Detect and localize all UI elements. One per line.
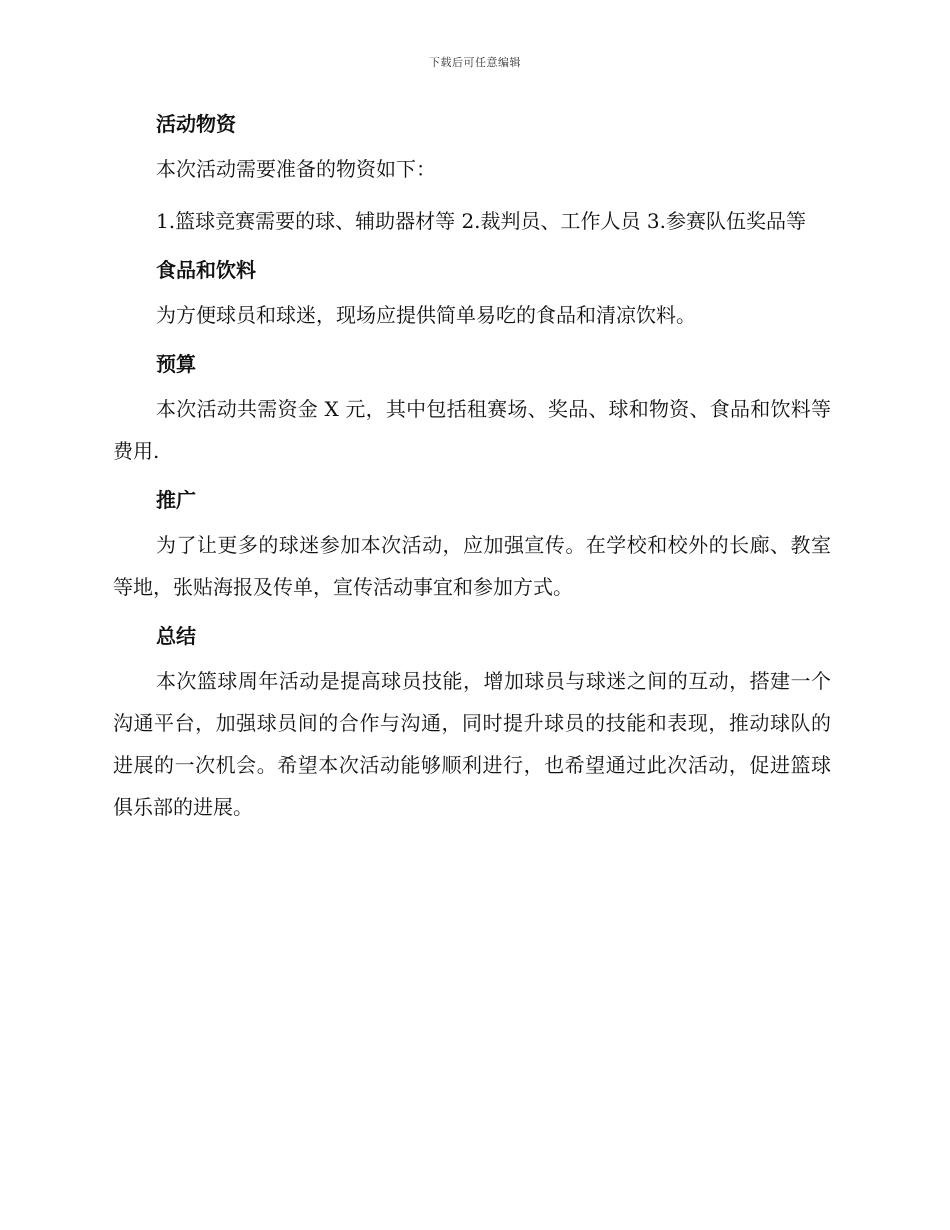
section-heading: 食品和饮料: [156, 258, 256, 282]
paragraph: 本次篮球周年活动是提高球员技能，增加球员与球迷之间的互动，搭建一个沟通平台，加强球员间的合作与沟通，同时提升球员的技能和表现，推动球队的进展的一次机会。希望本次活动能够顺利进行，也希望通过此次活动，促进篮球俱乐部的进展。: [113, 669, 831, 819]
section-food-drinks: [113, 254, 831, 336]
section-materials: [113, 108, 831, 242]
section-budget: [113, 348, 831, 472]
paragraph: 为了让更多的球迷参加本次活动，应加强宣传。在学校和校外的长廊、教室等地，张贴海报及传单，宣传活动事宜和参加方式。: [113, 533, 831, 599]
paragraph: 本次活动共需资金 X 元，其中包括租赛场、奖品、球和物资、食品和饮料等费用.: [113, 397, 831, 463]
paragraph: 1.篮球竞赛需要的球、辅助器材等 2.裁判员、工作人员 3.参赛队伍奖品等: [156, 209, 806, 233]
section-promotion: [113, 484, 831, 608]
section-summary: [113, 620, 831, 828]
document-body: [113, 108, 831, 840]
section-heading: 推广: [156, 488, 196, 512]
paragraph: 本次活动需要准备的物资如下：: [156, 157, 436, 181]
page-header: 下载后可任意编辑: [429, 56, 521, 69]
paragraph: 为方便球员和球迷，现场应提供简单易吃的食品和清凉饮料。: [156, 303, 696, 327]
section-heading: 预算: [156, 352, 196, 376]
section-heading: 活动物资: [156, 112, 236, 136]
section-heading: 总结: [156, 624, 196, 648]
